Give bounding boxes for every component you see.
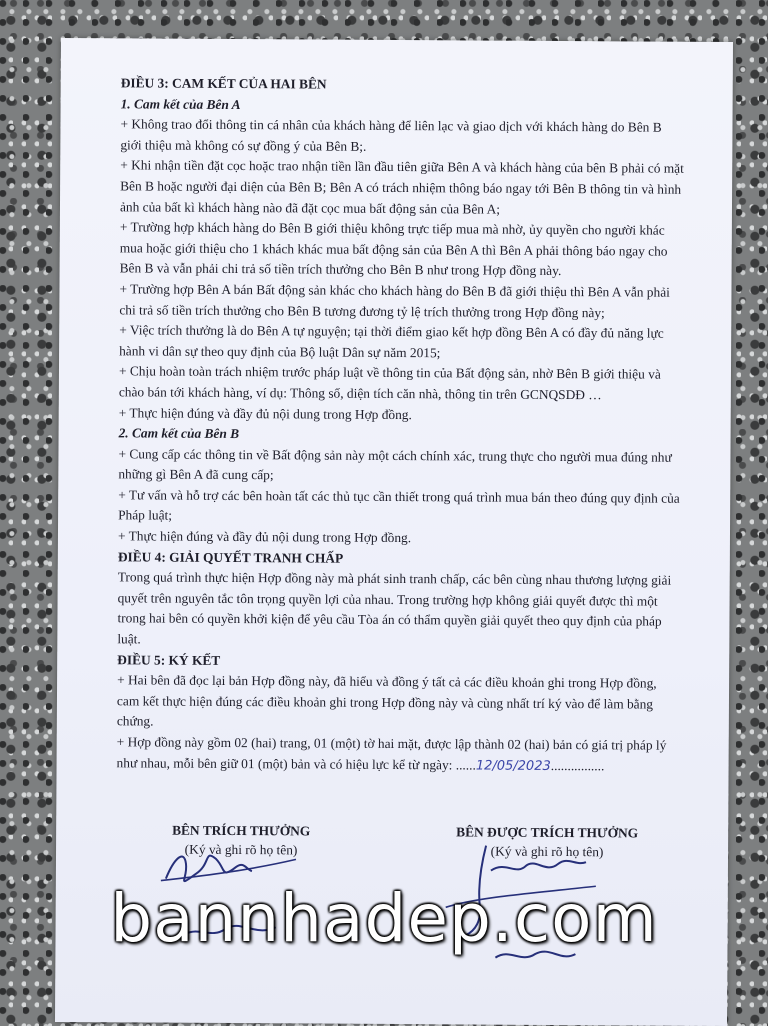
- party-a-item: + Trường hợp khách hàng do Bên B giới thiệu không trực tiếp mua mà nhờ, ủy quyền cho người khác mua hoặc giới thiệu cho 1 khách khác mua bất động sản của Bên A thì Bên A phải thông báo ngay cho Bên B và vẫn phải chi trả số tiền trích thưởng cho Bên B như trong Hợp đồng này.: [119, 219, 668, 279]
- party-a-item: + Chịu hoàn toàn trách nhiệm trước pháp luật về thông tin của Bất động sản, nhờ Bên B giới thiệu và chào bán tới khách hàng, ví dụ: Thông số, diện tích căn nhà, thông tin trên GCNQSDĐ …: [118, 363, 661, 403]
- party-b-item: + Cung cấp các thông tin về Bất động sản này một cách chính xác, trung thực cho người mua đúng như những gì Bên A đã cung cấp;: [118, 446, 672, 483]
- effective-date-prefix: + Hợp đồng này gồm 02 (hai) trang, 01 (một) tờ hai mặt, được lập thành 02 (hai) bản có giá trị pháp lý như nhau, mỗi bên giữ 01 (một) bản và có hiệu lực kể từ ngày: ......: [116, 734, 667, 773]
- party-a-item: + Không trao đổi thông tin cá nhân của khách hàng để liên lạc và giao dịch với khách hàng do Bên B giới thiệu mà không có sự đồng ý của Bên B;.: [120, 116, 662, 154]
- signature-party-a-note: (Ký và ghi rõ họ tên): [184, 841, 298, 858]
- contract-body: [117, 73, 686, 778]
- party-a-item: + Việc trích thưởng là do Bên A tự nguyện; tại thời điểm giao kết hợp đồng Bên A có đầy đủ năng lực hành vi dân sự theo quy định của Bộ luật Dân sự năm 2015;: [119, 322, 664, 360]
- effective-date-dots: ................: [550, 757, 605, 773]
- article-5-item-2: [117, 732, 682, 778]
- article-4-heading: ĐIỀU 4: GIẢI QUYẾT TRANH CHẤP: [117, 548, 344, 566]
- contract-page: [55, 38, 733, 1026]
- party-a-commitments-heading: 1. Cam kết của Bên A: [120, 95, 241, 112]
- article-4-body: Trong quá trình thực hiện Hợp đồng này mà phát sinh tranh chấp, các bên cùng nhau thương lượng giải quyết trên nguyên tắc tôn trọng quyền lợi của nhau. Trong trường hợp không giải quyết được thì một trong hai bên có quyền khởi kiện để yêu cầu Tòa án có thẩm quyền giải quyết theo quy định của pháp luật.: [117, 569, 672, 647]
- signature-party-a-title: BÊN TRÍCH THƯỞNG: [172, 822, 311, 839]
- handwritten-effective-date: 12/05/2023: [475, 758, 551, 774]
- article-5-heading: ĐIỀU 5: KÝ KẾT: [117, 651, 221, 668]
- party-a-item: + Trường hợp Bên A bán Bất động sản khác cho khách hàng do Bên B đã giới thiệu thì Bên A vẫn phải chi trả số tiền trích thưởng cho Bên B tương đương tỷ lệ trích thưởng trong Hợp đồng này;: [119, 281, 670, 320]
- signature-party-b-title: BÊN ĐƯỢC TRÍCH THƯỞNG: [456, 824, 639, 841]
- party-b-commitments-heading: 2. Cam kết của Bên B: [118, 425, 240, 442]
- party-b-item: + Tư vấn và hỗ trợ các bên hoàn tất các thủ tục cần thiết trong quá trình mua bán theo đúng quy định của Pháp luật;: [118, 487, 680, 524]
- party-a-item: + Thực hiện đúng và đầy đủ nội dung trong Hợp đồng.: [118, 404, 412, 422]
- article-5-item-1: + Hai bên đã đọc lại bản Hợp đồng này, đã hiểu và đồng ý tất cả các điều khoản ghi trong Hợp đồng, cam kết thực hiện đúng các điều khoản ghi trong Hợp đồng này và cùng nhất trí ký vào để làm bằng chứng.: [116, 672, 657, 729]
- article-3-heading: ĐIỀU 3: CAM KẾT CỦA HAI BÊN: [120, 75, 327, 92]
- party-b-item: + Thực hiện đúng và đầy đủ nội dung trong Hợp đồng.: [117, 528, 412, 546]
- signature-party-b-note: (Ký và ghi rõ họ tên): [490, 843, 604, 860]
- party-a-item: + Khi nhận tiền đặt cọc hoặc trao nhận tiền lần đầu tiên giữa Bên A và khách hàng của bên B phải có mặt Bên B hoặc người đại diện của Bên B; Bên A có trách nhiệm thông báo ngay tới Bên B thông tin và hình ảnh của bất kì khách hàng nào đã đặt cọc mua bất động sản của Bên A;: [119, 157, 684, 217]
- watermark: bannhadep.com: [110, 880, 658, 957]
